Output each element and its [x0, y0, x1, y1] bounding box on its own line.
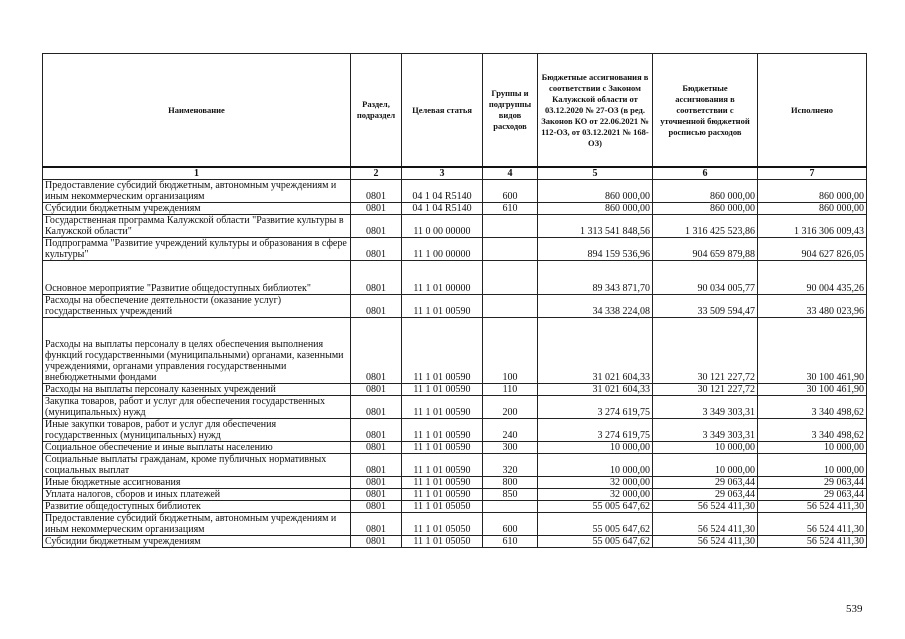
table-row [43, 238, 867, 261]
row-section: 0801 [351, 396, 402, 419]
row-law-allocation: 89 343 871,70 [538, 261, 653, 295]
row-section: 0801 [351, 419, 402, 442]
row-law-allocation: 3 274 619,75 [538, 419, 653, 442]
row-target-article: 11 1 01 00000 [402, 261, 483, 295]
column-number: 7 [758, 167, 867, 180]
row-section: 0801 [351, 318, 402, 384]
row-refined-allocation: 56 524 411,30 [653, 536, 758, 548]
row-expense-group: 800 [483, 477, 538, 489]
row-law-allocation: 32 000,00 [538, 477, 653, 489]
row-refined-allocation: 10 000,00 [653, 454, 758, 477]
row-section: 0801 [351, 215, 402, 238]
row-target-article: 11 1 01 00590 [402, 477, 483, 489]
row-law-allocation: 894 159 536,96 [538, 238, 653, 261]
row-section: 0801 [351, 384, 402, 396]
row-target-article: 11 1 01 00590 [402, 396, 483, 419]
row-name: Основное мероприятие "Развитие общедоступных библиотек" [43, 261, 351, 295]
row-expense-group: 850 [483, 489, 538, 501]
header-law-allocation: Бюджетные ассигнования в соответствии с Законом Калужской области от 03.12.2020 № 27-ОЗ (в ред. Законов КО от 22.06.2021 № 112-ОЗ, от 03.12.2021 № 168-ОЗ) [538, 54, 653, 168]
row-name: Иные бюджетные ассигнования [43, 477, 351, 489]
row-name: Расходы на обеспечение деятельности (оказание услуг) государственных учреждений [43, 295, 351, 318]
row-expense-group: 610 [483, 536, 538, 548]
row-name: Субсидии бюджетным учреждениям [43, 203, 351, 215]
row-expense-group: 600 [483, 180, 538, 203]
row-name: Субсидии бюджетным учреждениям [43, 536, 351, 548]
table-row [43, 419, 867, 442]
row-law-allocation: 34 338 224,08 [538, 295, 653, 318]
row-executed: 904 627 826,05 [758, 238, 867, 261]
row-expense-group [483, 261, 538, 295]
row-name: Иные закупки товаров, работ и услуг для обеспечения государственных (муниципальных) нужд [43, 419, 351, 442]
row-refined-allocation: 56 524 411,30 [653, 501, 758, 513]
row-law-allocation: 1 313 541 848,56 [538, 215, 653, 238]
row-refined-allocation: 904 659 879,88 [653, 238, 758, 261]
row-refined-allocation: 33 509 594,47 [653, 295, 758, 318]
column-number: 6 [653, 167, 758, 180]
header-refined-allocation: Бюджетные ассигнования в соответствии с уточненной бюджетной росписью расходов [653, 54, 758, 168]
row-expense-group: 200 [483, 396, 538, 419]
row-law-allocation: 55 005 647,62 [538, 513, 653, 536]
row-law-allocation: 860 000,00 [538, 203, 653, 215]
column-number: 1 [43, 167, 351, 180]
row-law-allocation: 55 005 647,62 [538, 501, 653, 513]
row-name: Расходы на выплаты персоналу казенных учреждений [43, 384, 351, 396]
table-row [43, 477, 867, 489]
table-row [43, 489, 867, 501]
row-law-allocation: 32 000,00 [538, 489, 653, 501]
row-name: Развитие общедоступных библиотек [43, 501, 351, 513]
row-refined-allocation: 3 349 303,31 [653, 396, 758, 419]
row-target-article: 11 1 01 00590 [402, 384, 483, 396]
row-name: Социальное обеспечение и иные выплаты населению [43, 442, 351, 454]
row-target-article: 11 0 00 00000 [402, 215, 483, 238]
row-target-article: 11 1 01 00590 [402, 318, 483, 384]
row-target-article: 11 1 01 05050 [402, 501, 483, 513]
row-target-article: 04 1 04 R5140 [402, 180, 483, 203]
row-executed: 1 316 306 009,43 [758, 215, 867, 238]
row-section: 0801 [351, 180, 402, 203]
header-executed: Исполнено [758, 54, 867, 168]
row-section: 0801 [351, 501, 402, 513]
row-section: 0801 [351, 536, 402, 548]
row-refined-allocation: 10 000,00 [653, 442, 758, 454]
table-row [43, 384, 867, 396]
header-article: Целевая статья [402, 54, 483, 168]
row-name: Государственная программа Калужской области "Развитие культуры в Калужской области" [43, 215, 351, 238]
row-refined-allocation: 30 121 227,72 [653, 318, 758, 384]
row-section: 0801 [351, 261, 402, 295]
row-target-article: 11 1 01 00590 [402, 419, 483, 442]
row-expense-group [483, 215, 538, 238]
column-number: 4 [483, 167, 538, 180]
row-refined-allocation: 1 316 425 523,86 [653, 215, 758, 238]
row-law-allocation: 10 000,00 [538, 454, 653, 477]
row-target-article: 11 1 01 00590 [402, 454, 483, 477]
table-row [43, 536, 867, 548]
row-target-article: 11 1 01 00590 [402, 489, 483, 501]
table-row [43, 295, 867, 318]
row-target-article: 11 1 01 00590 [402, 442, 483, 454]
row-refined-allocation: 29 063,44 [653, 489, 758, 501]
header-row [43, 54, 867, 168]
table-row [43, 454, 867, 477]
row-expense-group [483, 295, 538, 318]
column-number: 3 [402, 167, 483, 180]
column-number-row [43, 167, 867, 180]
row-expense-group: 610 [483, 203, 538, 215]
table-row [43, 513, 867, 536]
row-expense-group [483, 238, 538, 261]
row-law-allocation: 10 000,00 [538, 442, 653, 454]
row-expense-group: 320 [483, 454, 538, 477]
row-section: 0801 [351, 454, 402, 477]
row-executed: 56 524 411,30 [758, 501, 867, 513]
row-expense-group: 600 [483, 513, 538, 536]
row-executed: 860 000,00 [758, 203, 867, 215]
table-row [43, 318, 867, 384]
row-executed: 3 340 498,62 [758, 419, 867, 442]
row-name: Предоставление субсидий бюджетным, автономным учреждениям и иным некоммерческим организациям [43, 513, 351, 536]
row-name: Предоставление субсидий бюджетным, автономным учреждениям и иным некоммерческим организациям [43, 180, 351, 203]
row-name: Социальные выплаты гражданам, кроме публичных нормативных социальных выплат [43, 454, 351, 477]
row-section: 0801 [351, 489, 402, 501]
row-target-article: 11 1 01 00590 [402, 295, 483, 318]
row-target-article: 11 1 00 00000 [402, 238, 483, 261]
row-section: 0801 [351, 295, 402, 318]
row-law-allocation: 860 000,00 [538, 180, 653, 203]
row-law-allocation: 31 021 604,33 [538, 318, 653, 384]
row-name: Закупка товаров, работ и услуг для обеспечения государственных (муниципальных) нужд [43, 396, 351, 419]
row-target-article: 04 1 04 R5140 [402, 203, 483, 215]
row-name: Расходы на выплаты персоналу в целях обеспечения выполнения функций государственными (муниципальными) органами, казенными учреждениями, органами управления государственными внебюджетными фондами [43, 318, 351, 384]
row-section: 0801 [351, 513, 402, 536]
header-group: Группы и подгруппы видов расходов [483, 54, 538, 168]
row-law-allocation: 3 274 619,75 [538, 396, 653, 419]
row-expense-group: 100 [483, 318, 538, 384]
row-section: 0801 [351, 238, 402, 261]
row-expense-group: 110 [483, 384, 538, 396]
row-executed: 30 100 461,90 [758, 318, 867, 384]
row-executed: 90 004 435,26 [758, 261, 867, 295]
row-target-article: 11 1 01 05050 [402, 536, 483, 548]
row-executed: 3 340 498,62 [758, 396, 867, 419]
row-executed: 860 000,00 [758, 180, 867, 203]
row-executed: 33 480 023,96 [758, 295, 867, 318]
row-executed: 56 524 411,30 [758, 536, 867, 548]
row-expense-group: 240 [483, 419, 538, 442]
row-executed: 10 000,00 [758, 442, 867, 454]
row-expense-group: 300 [483, 442, 538, 454]
row-refined-allocation: 56 524 411,30 [653, 513, 758, 536]
row-refined-allocation: 860 000,00 [653, 203, 758, 215]
header-name: Наименование [43, 54, 351, 168]
row-executed: 56 524 411,30 [758, 513, 867, 536]
table-row [43, 180, 867, 203]
header-section: Раздел, подраздел [351, 54, 402, 168]
column-number: 2 [351, 167, 402, 180]
budget-table [42, 53, 867, 548]
row-section: 0801 [351, 477, 402, 489]
row-refined-allocation: 3 349 303,31 [653, 419, 758, 442]
row-section: 0801 [351, 442, 402, 454]
table-row [43, 215, 867, 238]
page-number: 539 [846, 603, 863, 615]
row-refined-allocation: 90 034 005,77 [653, 261, 758, 295]
row-name: Уплата налогов, сборов и иных платежей [43, 489, 351, 501]
row-section: 0801 [351, 203, 402, 215]
table-row [43, 501, 867, 513]
row-name: Подпрограмма "Развитие учреждений культуры и образования в сфере культуры" [43, 238, 351, 261]
table-row [43, 442, 867, 454]
row-executed: 30 100 461,90 [758, 384, 867, 396]
row-executed: 10 000,00 [758, 454, 867, 477]
row-executed: 29 063,44 [758, 489, 867, 501]
row-law-allocation: 55 005 647,62 [538, 536, 653, 548]
row-refined-allocation: 30 121 227,72 [653, 384, 758, 396]
table-header [43, 54, 867, 180]
column-number: 5 [538, 167, 653, 180]
row-target-article: 11 1 01 05050 [402, 513, 483, 536]
table-body [43, 180, 867, 548]
row-executed: 29 063,44 [758, 477, 867, 489]
table-row [43, 203, 867, 215]
row-expense-group [483, 501, 538, 513]
row-law-allocation: 31 021 604,33 [538, 384, 653, 396]
table-row [43, 261, 867, 295]
table-row [43, 396, 867, 419]
row-refined-allocation: 860 000,00 [653, 180, 758, 203]
row-refined-allocation: 29 063,44 [653, 477, 758, 489]
